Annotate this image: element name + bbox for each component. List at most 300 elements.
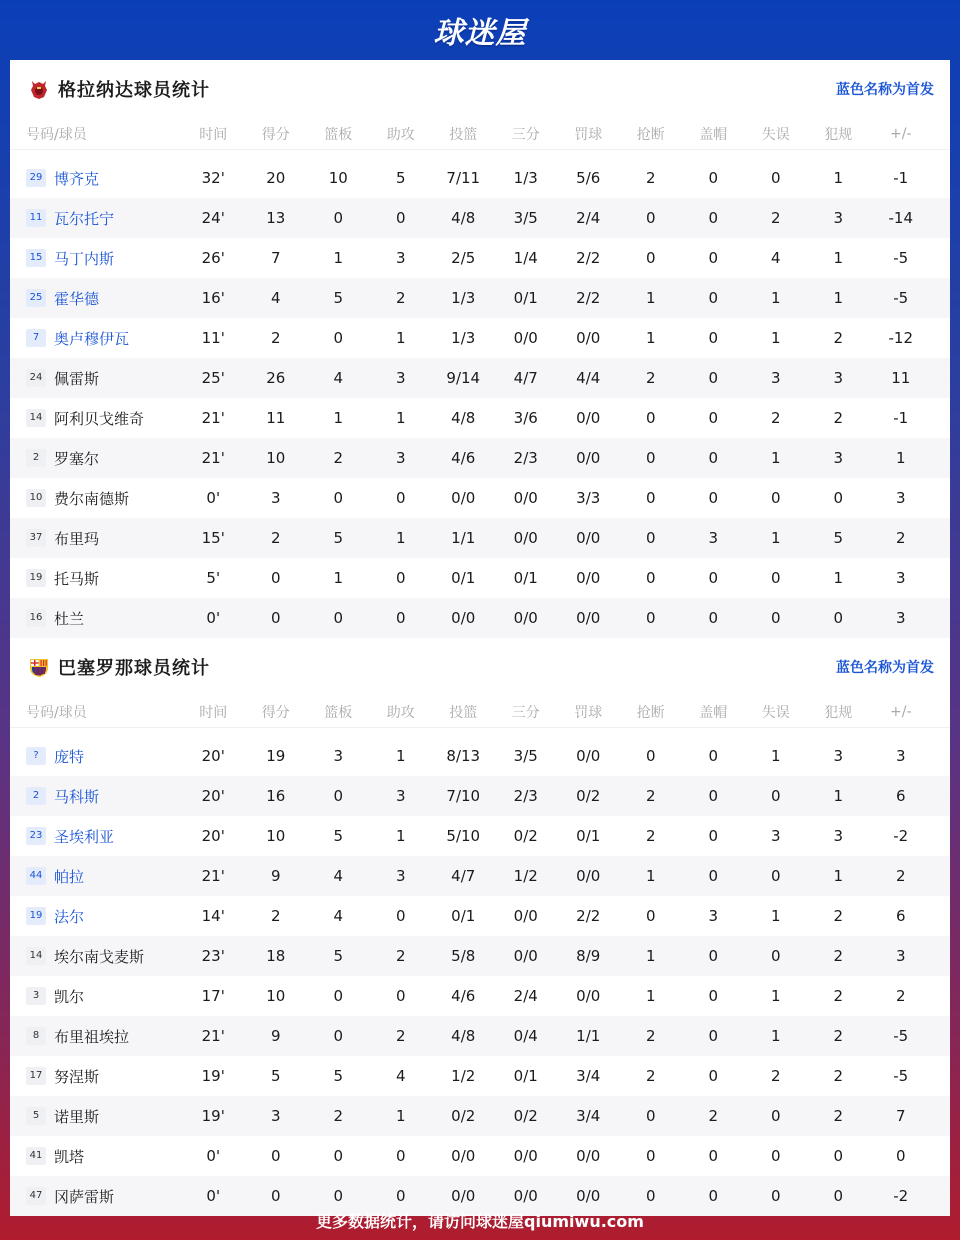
stat-cell: 11 bbox=[266, 409, 286, 427]
player-name[interactable]: 马科斯 bbox=[54, 787, 100, 806]
stat-cell: -5 bbox=[893, 1067, 909, 1085]
stat-cell: 0 bbox=[708, 169, 719, 187]
stat-cell: 2 bbox=[895, 529, 906, 547]
teams-container bbox=[10, 60, 950, 1216]
stat-cell: 2 bbox=[333, 449, 344, 467]
stat-cell: 0 bbox=[708, 827, 719, 845]
column-header[interactable]: 犯规 bbox=[824, 704, 853, 721]
stat-cell: -12 bbox=[888, 329, 913, 347]
stat-cell: 2/2 bbox=[576, 907, 601, 925]
player-row[interactable] bbox=[10, 1016, 950, 1056]
stat-cell: 4 bbox=[333, 907, 344, 925]
stat-cell: 3 bbox=[833, 747, 844, 765]
stat-cell: 0 bbox=[395, 1187, 406, 1205]
column-header[interactable]: 投篮 bbox=[449, 126, 478, 143]
player-name[interactable]: 托马斯 bbox=[54, 569, 100, 588]
stat-cell: 0/0 bbox=[576, 609, 601, 627]
column-header[interactable]: 失误 bbox=[761, 126, 790, 143]
player-row[interactable] bbox=[10, 976, 950, 1016]
stat-cell: 3 bbox=[395, 867, 406, 885]
player-row[interactable] bbox=[10, 558, 950, 598]
jersey-number: 8 bbox=[26, 1027, 46, 1045]
footer-text[interactable]: 更多数据统计，请访问球迷屋qiumiwu.com bbox=[316, 1211, 644, 1231]
stat-cell: 5 bbox=[333, 529, 344, 547]
stat-cell: 5' bbox=[206, 569, 221, 587]
stat-cell: 9/14 bbox=[446, 369, 481, 387]
player-row[interactable] bbox=[10, 398, 950, 438]
stat-cell: 1 bbox=[645, 289, 656, 307]
stat-cell: 1/3 bbox=[513, 169, 538, 187]
column-header[interactable]: 号码/球员 bbox=[26, 704, 87, 721]
stat-cell: 0/1 bbox=[576, 827, 601, 845]
stat-cell: 2/4 bbox=[513, 987, 538, 1005]
stat-cell: 2 bbox=[833, 947, 844, 965]
stat-cell: 2 bbox=[645, 827, 656, 845]
stat-cell: 0' bbox=[206, 1187, 221, 1205]
column-header[interactable]: 三分 bbox=[511, 704, 540, 721]
stat-cell: 2 bbox=[645, 1067, 656, 1085]
stat-cell: 1 bbox=[645, 947, 656, 965]
column-header[interactable]: 盖帽 bbox=[699, 704, 728, 721]
player-cell bbox=[10, 208, 182, 229]
stat-cell: 2 bbox=[395, 289, 406, 307]
stat-cell: 1 bbox=[645, 987, 656, 1005]
column-header[interactable]: 抢断 bbox=[636, 126, 665, 143]
stat-cell: 3 bbox=[270, 489, 281, 507]
column-header[interactable]: 罚球 bbox=[574, 126, 603, 143]
player-cell bbox=[10, 328, 182, 349]
player-name[interactable]: 圣埃利亚 bbox=[54, 827, 115, 846]
stat-cell: -5 bbox=[893, 249, 909, 267]
stat-cell: 0/0 bbox=[513, 1147, 538, 1165]
player-name[interactable]: 凯尔 bbox=[54, 987, 85, 1006]
stat-cell: 0 bbox=[708, 747, 719, 765]
jersey-number: 19 bbox=[26, 569, 46, 587]
stat-cell: -5 bbox=[893, 1027, 909, 1045]
stat-cell: 1 bbox=[395, 747, 406, 765]
stat-cell: 0/0 bbox=[513, 329, 538, 347]
stat-cell: 3 bbox=[395, 449, 406, 467]
stat-cell: 19 bbox=[266, 747, 286, 765]
stat-cell: 1/3 bbox=[451, 289, 476, 307]
stat-cell: 0 bbox=[645, 489, 656, 507]
player-name[interactable]: 奥卢穆伊瓦 bbox=[54, 329, 130, 348]
stat-cell: 0 bbox=[833, 489, 844, 507]
column-header[interactable]: 犯规 bbox=[824, 126, 853, 143]
stat-cell: 2 bbox=[645, 169, 656, 187]
player-cell bbox=[10, 248, 182, 269]
stat-cell: 20' bbox=[201, 747, 225, 765]
stat-cell: 10 bbox=[266, 449, 286, 467]
column-header[interactable]: 抢断 bbox=[636, 704, 665, 721]
player-row[interactable] bbox=[10, 158, 950, 198]
stat-cell: 1 bbox=[770, 449, 781, 467]
player-cell bbox=[10, 528, 182, 549]
column-header[interactable]: 助攻 bbox=[386, 704, 415, 721]
stat-cell: 26 bbox=[266, 369, 286, 387]
stat-cell: 2 bbox=[833, 1027, 844, 1045]
stat-cell: 0 bbox=[645, 609, 656, 627]
team-name-wrap bbox=[28, 76, 210, 102]
stat-cell: 0 bbox=[708, 1147, 719, 1165]
stat-cell: 21' bbox=[201, 409, 225, 427]
column-header[interactable]: 三分 bbox=[511, 126, 540, 143]
stat-cell: 1 bbox=[395, 1107, 406, 1125]
stat-cell: 0 bbox=[708, 369, 719, 387]
column-header[interactable]: 得分 bbox=[261, 126, 290, 143]
player-name[interactable]: 马丁内斯 bbox=[54, 249, 115, 268]
column-header-row bbox=[10, 696, 950, 728]
jersey-number: 5 bbox=[26, 1107, 46, 1125]
stat-cell: 0 bbox=[645, 1187, 656, 1205]
stat-cell: 3 bbox=[770, 827, 781, 845]
stat-cell: 0 bbox=[708, 1067, 719, 1085]
stat-cell: 24' bbox=[201, 209, 225, 227]
stat-cell: 2 bbox=[895, 867, 906, 885]
jersey-number: 11 bbox=[26, 209, 46, 227]
stat-cell: 3 bbox=[395, 787, 406, 805]
stat-cell: 1 bbox=[770, 529, 781, 547]
stat-cell: 1 bbox=[395, 529, 406, 547]
stat-cell: 0 bbox=[270, 609, 281, 627]
stat-cell: -1 bbox=[893, 409, 909, 427]
player-cell bbox=[10, 168, 182, 189]
player-cell bbox=[10, 946, 182, 967]
stat-cell: 8/13 bbox=[446, 747, 481, 765]
site-logo[interactable]: 球迷屋 bbox=[433, 16, 527, 51]
stat-cell: 0/0 bbox=[451, 1147, 476, 1165]
stat-cell: 0 bbox=[333, 209, 344, 227]
stat-cell: 19' bbox=[201, 1067, 225, 1085]
team-section bbox=[10, 638, 950, 1216]
stat-cell: 0/0 bbox=[576, 1147, 601, 1165]
stat-cell: 0 bbox=[708, 449, 719, 467]
column-header[interactable]: +/- bbox=[890, 125, 912, 142]
stat-cell: 0 bbox=[645, 569, 656, 587]
stat-cell: 0 bbox=[708, 249, 719, 267]
header bbox=[0, 0, 960, 60]
stat-cell: 0 bbox=[770, 1187, 781, 1205]
player-name[interactable]: 杜兰 bbox=[54, 609, 85, 628]
stat-cell: 26' bbox=[201, 249, 225, 267]
team-title-bar bbox=[10, 638, 950, 696]
jersey-number: 14 bbox=[26, 409, 46, 427]
column-header[interactable]: 罚球 bbox=[574, 704, 603, 721]
player-name[interactable]: 费尔南德斯 bbox=[54, 489, 130, 508]
player-row[interactable] bbox=[10, 478, 950, 518]
stat-cell: 2 bbox=[770, 1067, 781, 1085]
jersey-number: 16 bbox=[26, 609, 46, 627]
stat-cell: 3 bbox=[333, 747, 344, 765]
player-cell bbox=[10, 986, 182, 1007]
column-header[interactable]: 篮板 bbox=[324, 126, 353, 143]
stat-cell: 3/4 bbox=[576, 1067, 601, 1085]
jersey-number: 7 bbox=[26, 329, 46, 347]
stat-cell: 8/9 bbox=[576, 947, 601, 965]
jersey-number: 44 bbox=[26, 867, 46, 885]
jersey-number: 19 bbox=[26, 907, 46, 925]
column-header[interactable]: 助攻 bbox=[386, 126, 415, 143]
stat-cell: 1 bbox=[833, 787, 844, 805]
stat-cell: 0 bbox=[333, 987, 344, 1005]
stat-cell: 0 bbox=[833, 1187, 844, 1205]
player-name[interactable]: 霍华德 bbox=[54, 289, 100, 308]
player-cell bbox=[10, 1146, 182, 1167]
player-row[interactable] bbox=[10, 1056, 950, 1096]
player-cell bbox=[10, 1066, 182, 1087]
stat-cell: 14' bbox=[201, 907, 225, 925]
stat-cell: 0/0 bbox=[451, 489, 476, 507]
column-header[interactable]: 篮板 bbox=[324, 704, 353, 721]
starter-note: 蓝色名称为首发 bbox=[836, 660, 934, 676]
player-row[interactable] bbox=[10, 598, 950, 638]
jersey-number: 47 bbox=[26, 1187, 46, 1205]
stat-cell: 0/0 bbox=[513, 609, 538, 627]
player-row[interactable] bbox=[10, 278, 950, 318]
player-row[interactable] bbox=[10, 518, 950, 558]
stat-cell: 0 bbox=[395, 907, 406, 925]
stat-cell: 3/6 bbox=[513, 409, 538, 427]
player-cell bbox=[10, 746, 182, 767]
stat-cell: 0 bbox=[708, 987, 719, 1005]
stat-cell: 1 bbox=[395, 329, 406, 347]
stat-cell: 0 bbox=[270, 1147, 281, 1165]
stat-cell: 2 bbox=[270, 907, 281, 925]
stat-cell: 2 bbox=[833, 907, 844, 925]
stat-cell: 4 bbox=[270, 289, 281, 307]
stat-cell: 5/6 bbox=[576, 169, 601, 187]
stat-cell: 0/0 bbox=[513, 489, 538, 507]
stat-cell: 1 bbox=[333, 569, 344, 587]
jersey-number: 25 bbox=[26, 289, 46, 307]
stat-cell: 2 bbox=[645, 1027, 656, 1045]
player-name[interactable]: 凯塔 bbox=[54, 1147, 85, 1166]
stat-cell: 3 bbox=[833, 209, 844, 227]
column-header[interactable]: 投篮 bbox=[449, 704, 478, 721]
jersey-number: 10 bbox=[26, 489, 46, 507]
stat-cell: 3 bbox=[833, 369, 844, 387]
column-header[interactable]: +/- bbox=[890, 703, 912, 720]
stat-cell: 1 bbox=[833, 169, 844, 187]
stat-cell: 3 bbox=[270, 1107, 281, 1125]
column-header[interactable]: 时间 bbox=[199, 126, 228, 143]
stat-cell: 0' bbox=[206, 1147, 221, 1165]
stat-cell: 5 bbox=[333, 947, 344, 965]
stat-cell: 1 bbox=[770, 987, 781, 1005]
player-name[interactable]: 诺里斯 bbox=[54, 1107, 100, 1126]
player-cell bbox=[10, 408, 182, 429]
stat-cell: 0/1 bbox=[451, 569, 476, 587]
stat-cell: 2 bbox=[770, 409, 781, 427]
stat-cell: 3 bbox=[895, 747, 906, 765]
player-row[interactable] bbox=[10, 856, 950, 896]
stat-cell: 0 bbox=[770, 569, 781, 587]
stat-cell: 0 bbox=[395, 489, 406, 507]
stat-cell: 4/8 bbox=[451, 1027, 476, 1045]
granada-crest-icon bbox=[28, 78, 50, 100]
jersey-number: 24 bbox=[26, 369, 46, 387]
stat-cell: 0/0 bbox=[576, 569, 601, 587]
stat-cell: 0 bbox=[708, 289, 719, 307]
player-row[interactable] bbox=[10, 736, 950, 776]
player-name[interactable]: 佩雷斯 bbox=[54, 369, 100, 388]
stat-cell: 4 bbox=[770, 249, 781, 267]
player-cell bbox=[10, 608, 182, 629]
stat-cell: 0 bbox=[833, 609, 844, 627]
stat-cell: 3 bbox=[895, 609, 906, 627]
player-name[interactable]: 瓦尔托宁 bbox=[54, 209, 115, 228]
player-name[interactable]: 布里玛 bbox=[54, 529, 100, 548]
stat-cell: 5 bbox=[395, 169, 406, 187]
player-cell bbox=[10, 1026, 182, 1047]
player-cell bbox=[10, 288, 182, 309]
stat-cell: 0/1 bbox=[513, 1067, 538, 1085]
column-header[interactable]: 盖帽 bbox=[699, 126, 728, 143]
player-row[interactable] bbox=[10, 198, 950, 238]
jersey-number: 15 bbox=[26, 249, 46, 267]
player-name[interactable]: 冈萨雷斯 bbox=[54, 1187, 115, 1206]
stat-cell: 0/2 bbox=[451, 1107, 476, 1125]
column-header[interactable]: 号码/球员 bbox=[26, 126, 87, 143]
player-name[interactable]: 罗塞尔 bbox=[54, 449, 100, 468]
player-name[interactable]: 布里祖埃拉 bbox=[54, 1027, 130, 1046]
player-name[interactable]: 庞特 bbox=[54, 747, 85, 766]
stat-cell: 3 bbox=[895, 569, 906, 587]
jersey-number: ? bbox=[26, 747, 46, 765]
stat-cell: 2/3 bbox=[513, 449, 538, 467]
player-name[interactable]: 博齐克 bbox=[54, 169, 100, 188]
stat-cell: 0 bbox=[270, 1187, 281, 1205]
stat-cell: 11 bbox=[891, 369, 911, 387]
column-header[interactable]: 时间 bbox=[199, 704, 228, 721]
stat-cell: 0' bbox=[206, 609, 221, 627]
stat-cell: 0/0 bbox=[576, 329, 601, 347]
stat-cell: 9 bbox=[270, 867, 281, 885]
stat-cell: 0 bbox=[333, 1147, 344, 1165]
player-row[interactable] bbox=[10, 896, 950, 936]
stat-cell: 7 bbox=[895, 1107, 906, 1125]
player-row[interactable] bbox=[10, 318, 950, 358]
stat-cell: 1 bbox=[833, 249, 844, 267]
stat-cell: 10 bbox=[266, 987, 286, 1005]
stat-cell: 3/3 bbox=[576, 489, 601, 507]
stat-cell: 0 bbox=[708, 609, 719, 627]
player-row[interactable] bbox=[10, 238, 950, 278]
stat-cell: 10 bbox=[266, 827, 286, 845]
player-cell bbox=[10, 906, 182, 927]
stat-cell: 19' bbox=[201, 1107, 225, 1125]
stat-cell: 0/0 bbox=[513, 1187, 538, 1205]
jersey-number: 14 bbox=[26, 947, 46, 965]
stat-cell: 0/0 bbox=[513, 907, 538, 925]
stat-cell: 0 bbox=[708, 947, 719, 965]
stat-cell: 3/5 bbox=[513, 209, 538, 227]
stat-cell: 1/2 bbox=[513, 867, 538, 885]
player-row[interactable] bbox=[10, 936, 950, 976]
stat-cell: 4/4 bbox=[576, 369, 601, 387]
team-section bbox=[10, 60, 950, 638]
stat-cell: 0 bbox=[770, 489, 781, 507]
stat-cell: 5 bbox=[833, 529, 844, 547]
stat-cell: 0 bbox=[708, 489, 719, 507]
stat-cell: 0 bbox=[333, 609, 344, 627]
player-row[interactable] bbox=[10, 1096, 950, 1136]
stat-cell: 0 bbox=[645, 907, 656, 925]
stat-cell: 21' bbox=[201, 1027, 225, 1045]
stat-cell: 32' bbox=[201, 169, 225, 187]
stat-cell: 0/0 bbox=[576, 449, 601, 467]
player-cell bbox=[10, 786, 182, 807]
player-row[interactable] bbox=[10, 1136, 950, 1176]
stat-cell: 0 bbox=[645, 209, 656, 227]
stat-cell: 1 bbox=[833, 867, 844, 885]
stat-cell: 0 bbox=[395, 1147, 406, 1165]
stat-cell: 4 bbox=[333, 369, 344, 387]
column-header[interactable]: 得分 bbox=[261, 704, 290, 721]
player-row[interactable] bbox=[10, 358, 950, 398]
player-name[interactable]: 帕拉 bbox=[54, 867, 85, 886]
player-name[interactable]: 法尔 bbox=[54, 907, 85, 926]
stat-cell: 4 bbox=[333, 867, 344, 885]
stat-cell: 0 bbox=[645, 409, 656, 427]
stat-cell: 1 bbox=[895, 449, 906, 467]
stat-cell: 3 bbox=[395, 369, 406, 387]
stat-cell: 2/2 bbox=[576, 289, 601, 307]
stat-cell: 7/10 bbox=[446, 787, 481, 805]
team-name: 格拉纳达球员统计 bbox=[58, 80, 210, 101]
stat-cell: 0 bbox=[770, 867, 781, 885]
stat-cell: 0 bbox=[708, 1187, 719, 1205]
player-row[interactable] bbox=[10, 816, 950, 856]
column-header[interactable]: 失误 bbox=[761, 704, 790, 721]
stat-cell: -1 bbox=[893, 169, 909, 187]
stat-cell: 0 bbox=[395, 569, 406, 587]
player-name[interactable]: 阿利贝戈维奇 bbox=[54, 409, 145, 428]
stat-cell: 0 bbox=[708, 867, 719, 885]
stat-cell: 2 bbox=[833, 987, 844, 1005]
stat-cell: 10 bbox=[328, 169, 348, 187]
jersey-number: 29 bbox=[26, 169, 46, 187]
stat-cell: 5/8 bbox=[451, 947, 476, 965]
stat-cell: 3 bbox=[395, 249, 406, 267]
stat-cell: 15' bbox=[201, 529, 225, 547]
player-cell bbox=[10, 368, 182, 389]
stat-cell: 6 bbox=[895, 787, 906, 805]
stat-cell: 9 bbox=[270, 1027, 281, 1045]
stat-cell: 2 bbox=[270, 329, 281, 347]
player-row[interactable] bbox=[10, 776, 950, 816]
player-name[interactable]: 努涅斯 bbox=[54, 1067, 100, 1086]
stat-cell: 20' bbox=[201, 787, 225, 805]
player-cell bbox=[10, 448, 182, 469]
stat-cell: 0 bbox=[395, 609, 406, 627]
jersey-number: 2 bbox=[26, 787, 46, 805]
stat-cell: 4/6 bbox=[451, 987, 476, 1005]
stat-cell: 0/1 bbox=[513, 569, 538, 587]
stat-cell: 21' bbox=[201, 449, 225, 467]
player-row[interactable] bbox=[10, 438, 950, 478]
stat-cell: 3/5 bbox=[513, 747, 538, 765]
stat-cell: 4 bbox=[395, 1067, 406, 1085]
jersey-number: 2 bbox=[26, 449, 46, 467]
stat-cell: 0 bbox=[645, 1147, 656, 1165]
team-name: 巴塞罗那球员统计 bbox=[58, 658, 210, 679]
stat-cell: 3 bbox=[895, 947, 906, 965]
stat-cell: 0/1 bbox=[513, 289, 538, 307]
stat-cell: 0 bbox=[645, 747, 656, 765]
stat-cell: 0 bbox=[708, 209, 719, 227]
player-name[interactable]: 埃尔南戈麦斯 bbox=[54, 947, 145, 966]
